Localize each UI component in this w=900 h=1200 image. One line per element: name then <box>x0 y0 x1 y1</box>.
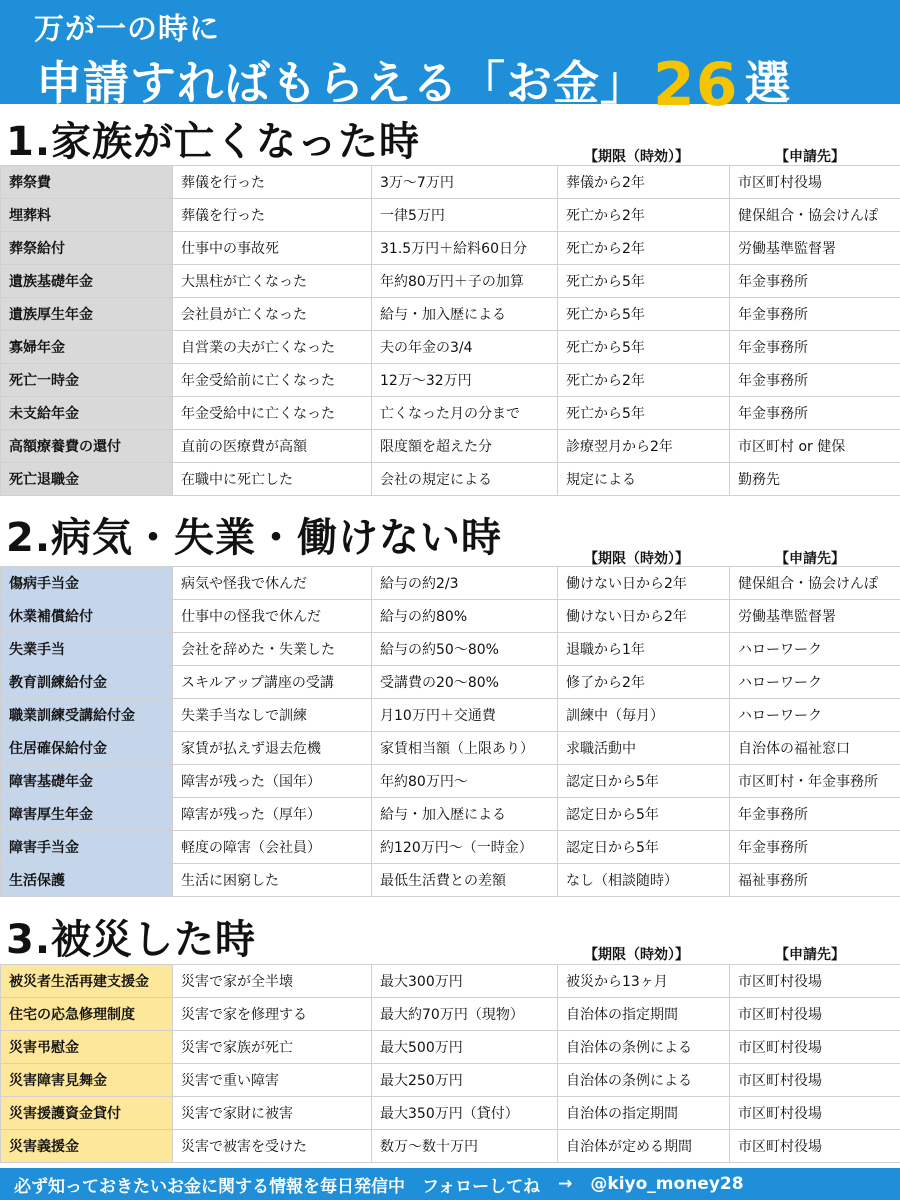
cell-deadline: 死亡から5年 <box>558 298 730 331</box>
cell-benefit-name: 被災者生活再建支援金 <box>1 965 173 998</box>
cell-condition: 失業手当なしで訓練 <box>173 699 372 732</box>
cell-amount: 31.5万円＋給料60日分 <box>372 232 558 265</box>
cell-benefit-name: 未支給年金 <box>1 397 173 430</box>
table-row <box>1 397 900 430</box>
cell-amount: 夫の年金の3/4 <box>372 331 558 364</box>
cell-condition: 障害が残った（国年） <box>173 765 372 798</box>
cell-condition: 葬儀を行った <box>173 199 372 232</box>
header-title-main: 申請すればもらえる「お金」 <box>36 56 647 110</box>
cell-amount: 給与・加入歴による <box>372 298 558 331</box>
table-row <box>1 798 900 831</box>
cell-benefit-name: 失業手当 <box>1 633 173 666</box>
cell-applicant: 健保組合・協会けんぽ <box>730 567 900 600</box>
cell-amount: 数万〜数十万円 <box>372 1130 558 1163</box>
cell-amount: 最低生活費との差額 <box>372 864 558 897</box>
cell-deadline: 認定日から5年 <box>558 831 730 864</box>
table-row <box>1 1097 900 1130</box>
cell-condition: 生活に困窮した <box>173 864 372 897</box>
cell-amount: 約120万円〜（一時金） <box>372 831 558 864</box>
cell-condition: 直前の医療費が高額 <box>173 430 372 463</box>
cell-condition: 会社員が亡くなった <box>173 298 372 331</box>
cell-applicant: 勤務先 <box>730 463 900 496</box>
cell-deadline: 葬儀から2年 <box>558 166 730 199</box>
cell-benefit-name: 葬祭費 <box>1 166 173 199</box>
header-subtitle: 万が一の時に <box>34 12 220 47</box>
cell-amount: 最大約70万円（現物） <box>372 998 558 1031</box>
cell-condition: 仕事中の事故死 <box>173 232 372 265</box>
cell-benefit-name: 高額療養費の還付 <box>1 430 173 463</box>
cell-amount: 最大350万円（貸付） <box>372 1097 558 1130</box>
cell-applicant: 市区町村役場 <box>730 1130 900 1163</box>
cell-condition: 在職中に死亡した <box>173 463 372 496</box>
cell-benefit-name: 災害援護資金貸付 <box>1 1097 173 1130</box>
cell-deadline: 働けない日から2年 <box>558 600 730 633</box>
cell-applicant: 福祉事務所 <box>730 864 900 897</box>
table-row <box>1 998 900 1031</box>
cell-benefit-name: 死亡退職金 <box>1 463 173 496</box>
cell-applicant: ハローワーク <box>730 633 900 666</box>
cell-applicant: 市区町村役場 <box>730 1097 900 1130</box>
cell-benefit-name: 生活保護 <box>1 864 173 897</box>
cell-amount: 会社の規定による <box>372 463 558 496</box>
cell-condition: 病気や怪我で休んだ <box>173 567 372 600</box>
cell-amount: 限度額を超えた分 <box>372 430 558 463</box>
cell-benefit-name: 死亡一時金 <box>1 364 173 397</box>
cell-benefit-name: 休業補償給付 <box>1 600 173 633</box>
cell-amount: 給与・加入歴による <box>372 798 558 831</box>
table-illness-unemployment <box>0 566 900 897</box>
arrow-right-icon: → <box>558 1174 573 1194</box>
cell-benefit-name: 葬祭給付 <box>1 232 173 265</box>
cell-condition: 年金受給中に亡くなった <box>173 397 372 430</box>
column-header-period: 【期限（時効）】 <box>584 149 689 165</box>
cell-condition: スキルアップ講座の受講 <box>173 666 372 699</box>
column-header-applicant: 【申請先】 <box>775 551 845 567</box>
column-header-applicant: 【申請先】 <box>775 149 845 165</box>
cell-amount: 亡くなった月の分まで <box>372 397 558 430</box>
cell-applicant: 年金事務所 <box>730 798 900 831</box>
cell-applicant: 市区町村役場 <box>730 1031 900 1064</box>
cell-deadline: 訓練中（毎月） <box>558 699 730 732</box>
cell-applicant: 年金事務所 <box>730 831 900 864</box>
cell-condition: 災害で家が全半壊 <box>173 965 372 998</box>
table-row <box>1 965 900 998</box>
cell-applicant: ハローワーク <box>730 699 900 732</box>
cell-amount: 給与の約50〜80% <box>372 633 558 666</box>
cell-benefit-name: 災害弔慰金 <box>1 1031 173 1064</box>
cell-deadline: 自治体が定める期間 <box>558 1130 730 1163</box>
cell-applicant: 年金事務所 <box>730 397 900 430</box>
section-title-family-death: 1.家族が亡くなった時 <box>6 119 421 165</box>
footer-text: 必ず知っておきたいお金に関する情報を毎日発信中 フォローしてね <box>14 1176 541 1197</box>
cell-deadline: 自治体の条例による <box>558 1064 730 1097</box>
cell-benefit-name: 傷病手当金 <box>1 567 173 600</box>
cell-deadline: 死亡から5年 <box>558 265 730 298</box>
cell-benefit-name: 埋葬料 <box>1 199 173 232</box>
cell-benefit-name: 職業訓練受講給付金 <box>1 699 173 732</box>
cell-benefit-name: 障害厚生年金 <box>1 798 173 831</box>
table-row <box>1 232 900 265</box>
cell-condition: 仕事中の怪我で休んだ <box>173 600 372 633</box>
header-title-suffix: 選 <box>744 56 792 110</box>
cell-applicant: 市区町村役場 <box>730 998 900 1031</box>
cell-benefit-name: 遺族基礎年金 <box>1 265 173 298</box>
cell-deadline: 自治体の条例による <box>558 1031 730 1064</box>
table-row <box>1 864 900 897</box>
cell-deadline: 被災から13ヶ月 <box>558 965 730 998</box>
cell-applicant: 市区町村役場 <box>730 965 900 998</box>
cell-applicant: 市区町村 or 健保 <box>730 430 900 463</box>
cell-amount: 家賃相当額（上限あり） <box>372 732 558 765</box>
cell-amount: 最大500万円 <box>372 1031 558 1064</box>
cell-applicant: 労働基準監督署 <box>730 600 900 633</box>
cell-deadline: 働けない日から2年 <box>558 567 730 600</box>
table-row <box>1 1031 900 1064</box>
cell-condition: 災害で家を修理する <box>173 998 372 1031</box>
table-row <box>1 732 900 765</box>
cell-amount: 受講費の20〜80% <box>372 666 558 699</box>
table-row <box>1 1064 900 1097</box>
cell-condition: 災害で被害を受けた <box>173 1130 372 1163</box>
section-title-illness-unemployment: 2.病気・失業・働けない時 <box>6 515 503 561</box>
cell-condition: 障害が残った（厚年） <box>173 798 372 831</box>
table-row <box>1 298 900 331</box>
cell-deadline: 死亡から2年 <box>558 232 730 265</box>
cell-deadline: 修了から2年 <box>558 666 730 699</box>
cell-condition: 自営業の夫が亡くなった <box>173 331 372 364</box>
cell-benefit-name: 住居確保給付金 <box>1 732 173 765</box>
cell-deadline: 規定による <box>558 463 730 496</box>
table-row <box>1 430 900 463</box>
cell-benefit-name: 教育訓練給付金 <box>1 666 173 699</box>
footer-handle[interactable]: @kiyo_money28 <box>590 1174 744 1194</box>
cell-applicant: 年金事務所 <box>730 331 900 364</box>
cell-deadline: なし（相談随時） <box>558 864 730 897</box>
cell-amount: 最大300万円 <box>372 965 558 998</box>
table-row <box>1 699 900 732</box>
section-title-disaster: 3.被災した時 <box>6 917 257 963</box>
cell-applicant: 市区町村役場 <box>730 166 900 199</box>
cell-condition: 会社を辞めた・失業した <box>173 633 372 666</box>
cell-applicant: 市区町村役場 <box>730 1064 900 1097</box>
table-disaster <box>0 964 900 1163</box>
cell-condition: 家賃が払えず退去危機 <box>173 732 372 765</box>
cell-deadline: 自治体の指定期間 <box>558 1097 730 1130</box>
table-family-death <box>0 165 900 496</box>
cell-amount: 12万〜32万円 <box>372 364 558 397</box>
cell-applicant: 労働基準監督署 <box>730 232 900 265</box>
cell-condition: 軽度の障害（会社員） <box>173 831 372 864</box>
cell-amount: 月10万円＋交通費 <box>372 699 558 732</box>
cell-deadline: 求職活動中 <box>558 732 730 765</box>
cell-applicant: 年金事務所 <box>730 265 900 298</box>
header-title <box>36 44 792 120</box>
cell-deadline: 死亡から2年 <box>558 364 730 397</box>
cell-condition: 葬儀を行った <box>173 166 372 199</box>
column-header-applicant: 【申請先】 <box>775 947 845 963</box>
header-title-number: 26 <box>653 50 739 120</box>
table-row <box>1 199 900 232</box>
cell-benefit-name: 災害義援金 <box>1 1130 173 1163</box>
cell-amount: 年約80万円＋子の加算 <box>372 265 558 298</box>
table-row <box>1 166 900 199</box>
cell-applicant: 自治体の福祉窓口 <box>730 732 900 765</box>
cell-benefit-name: 障害手当金 <box>1 831 173 864</box>
table-row <box>1 265 900 298</box>
cell-deadline: 認定日から5年 <box>558 798 730 831</box>
cell-applicant: 市区町村・年金事務所 <box>730 765 900 798</box>
table-row <box>1 364 900 397</box>
table-row <box>1 463 900 496</box>
cell-amount: 一律5万円 <box>372 199 558 232</box>
cell-deadline: 自治体の指定期間 <box>558 998 730 1031</box>
footer-banner <box>0 1168 900 1200</box>
column-header-period: 【期限（時効）】 <box>584 947 689 963</box>
column-header-period: 【期限（時効）】 <box>584 551 689 567</box>
table-row <box>1 633 900 666</box>
cell-condition: 年金受給前に亡くなった <box>173 364 372 397</box>
cell-benefit-name: 遺族厚生年金 <box>1 298 173 331</box>
cell-deadline: 退職から1年 <box>558 633 730 666</box>
cell-amount: 年約80万円〜 <box>372 765 558 798</box>
table-row <box>1 567 900 600</box>
cell-deadline: 診療翌月から2年 <box>558 430 730 463</box>
table-row <box>1 765 900 798</box>
cell-applicant: 年金事務所 <box>730 298 900 331</box>
table-row <box>1 600 900 633</box>
cell-amount: 給与の約80% <box>372 600 558 633</box>
cell-deadline: 死亡から5年 <box>558 331 730 364</box>
cell-applicant: 健保組合・協会けんぽ <box>730 199 900 232</box>
cell-condition: 災害で家財に被害 <box>173 1097 372 1130</box>
cell-condition: 災害で重い障害 <box>173 1064 372 1097</box>
cell-benefit-name: 障害基礎年金 <box>1 765 173 798</box>
cell-amount: 3万〜7万円 <box>372 166 558 199</box>
cell-amount: 最大250万円 <box>372 1064 558 1097</box>
cell-deadline: 死亡から2年 <box>558 199 730 232</box>
cell-benefit-name: 住宅の応急修理制度 <box>1 998 173 1031</box>
cell-applicant: 年金事務所 <box>730 364 900 397</box>
cell-benefit-name: 寡婦年金 <box>1 331 173 364</box>
cell-condition: 災害で家族が死亡 <box>173 1031 372 1064</box>
table-row <box>1 331 900 364</box>
header-banner <box>0 0 900 120</box>
cell-applicant: ハローワーク <box>730 666 900 699</box>
table-row <box>1 1130 900 1163</box>
cell-benefit-name: 災害障害見舞金 <box>1 1064 173 1097</box>
table-row <box>1 831 900 864</box>
cell-amount: 給与の約2/3 <box>372 567 558 600</box>
cell-deadline: 認定日から5年 <box>558 765 730 798</box>
cell-deadline: 死亡から5年 <box>558 397 730 430</box>
cell-condition: 大黒柱が亡くなった <box>173 265 372 298</box>
table-row <box>1 666 900 699</box>
